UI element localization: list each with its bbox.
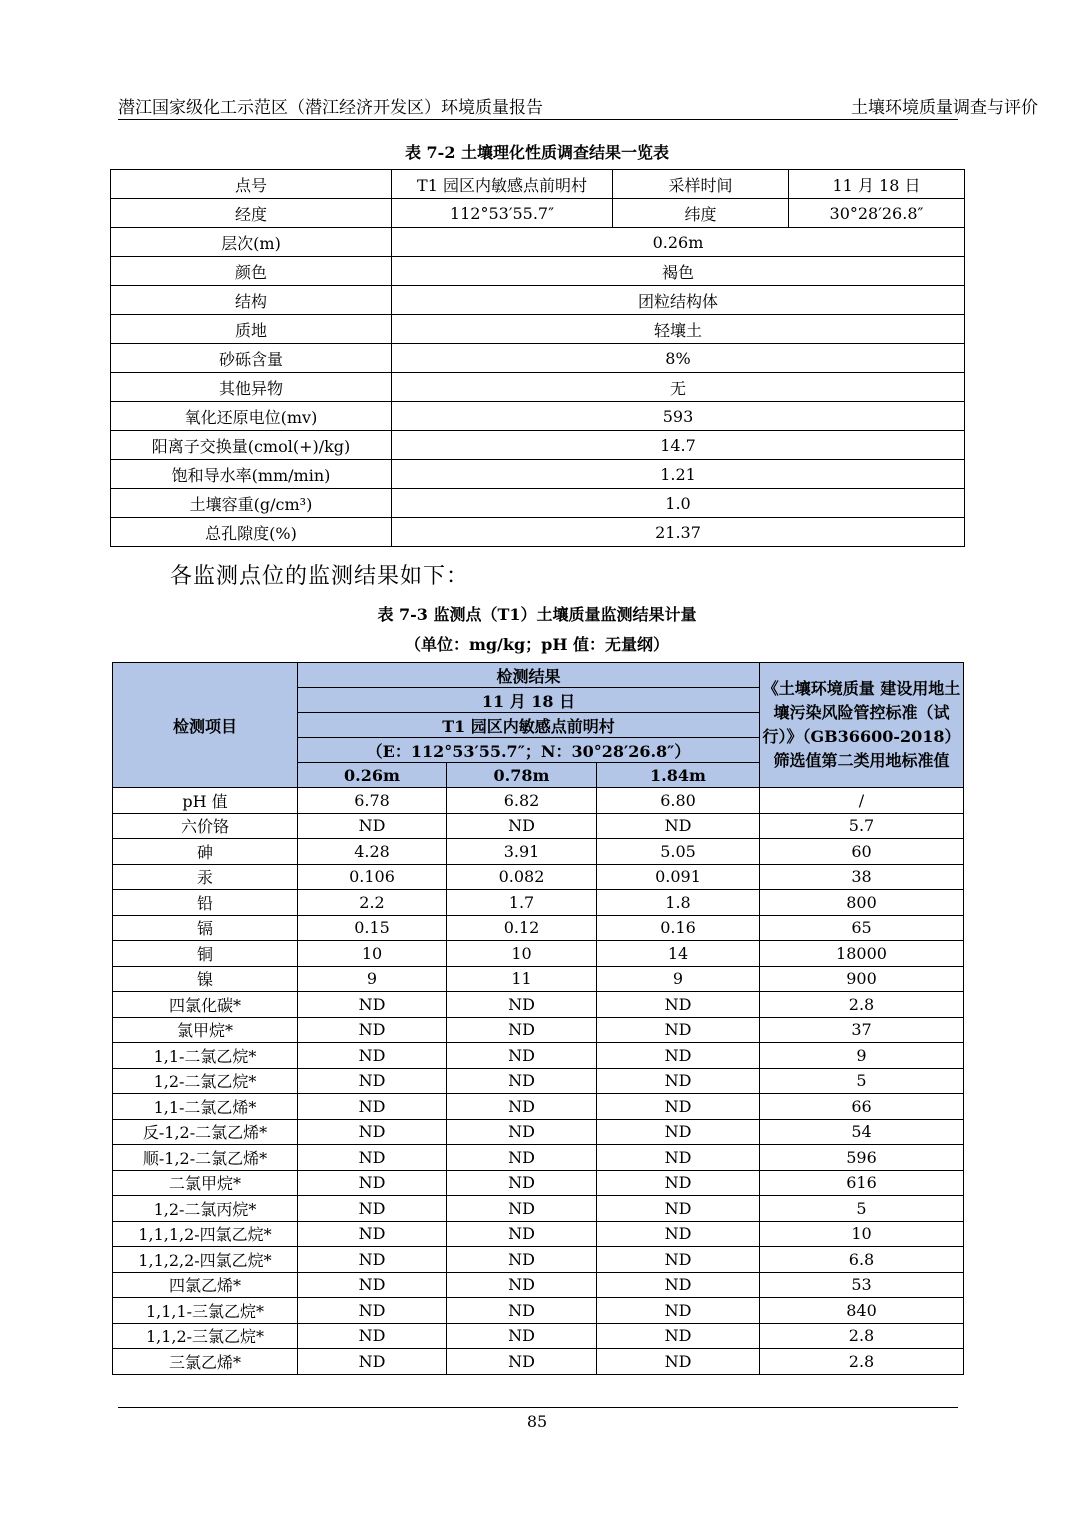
property-label: 总孔隙度(%) — [111, 518, 392, 547]
item-name: 1,1,2,2-四氯乙烷* — [113, 1247, 298, 1273]
result-1-84m: ND — [597, 1017, 760, 1043]
result-0-26m: ND — [298, 1247, 447, 1273]
lon-label: 经度 — [111, 199, 392, 228]
result-0-78m: 0.12 — [447, 915, 597, 941]
result-0-78m: ND — [447, 1323, 597, 1349]
result-0-26m: ND — [298, 813, 447, 839]
result-1-84m: 0.091 — [597, 864, 760, 890]
table-row — [113, 1170, 964, 1196]
result-0-78m: ND — [447, 1349, 597, 1375]
table-row — [113, 1349, 964, 1375]
table-row — [111, 344, 965, 373]
result-header: 检测结果 — [298, 663, 760, 688]
item-name: 汞 — [113, 864, 298, 890]
standard-value: 616 — [760, 1170, 964, 1196]
property-value: 1.0 — [392, 489, 965, 518]
result-1-84m: ND — [597, 1119, 760, 1145]
result-0-78m: ND — [447, 1298, 597, 1324]
standard-value: 9 — [760, 1043, 964, 1069]
property-label: 阳离子交换量(cmol(+)/kg) — [111, 431, 392, 460]
result-1-84m: ND — [597, 1068, 760, 1094]
item-name: 砷 — [113, 839, 298, 865]
result-0-78m: 1.7 — [447, 890, 597, 916]
result-0-26m: 4.28 — [298, 839, 447, 865]
result-0-26m: 6.78 — [298, 788, 447, 814]
standard-value: 38 — [760, 864, 964, 890]
result-0-26m: ND — [298, 1272, 447, 1298]
result-0-78m: 6.82 — [447, 788, 597, 814]
soil-property-table — [110, 169, 965, 547]
depth-header: 1.84m — [597, 763, 760, 788]
result-0-26m: ND — [298, 1068, 447, 1094]
result-0-78m: 0.082 — [447, 864, 597, 890]
item-name: 1,1,1-三氯乙烷* — [113, 1298, 298, 1324]
result-0-78m: ND — [447, 1170, 597, 1196]
result-0-78m: ND — [447, 1068, 597, 1094]
item-name: pH 值 — [113, 788, 298, 814]
item-name: 四氯乙烯* — [113, 1272, 298, 1298]
table-row — [113, 1094, 964, 1120]
item-name: 四氯化碳* — [113, 992, 298, 1018]
standard-value: 53 — [760, 1272, 964, 1298]
item-name: 二氯甲烷* — [113, 1170, 298, 1196]
result-0-26m: 10 — [298, 941, 447, 967]
property-label: 氧化还原电位(mv) — [111, 402, 392, 431]
property-label: 土壤容重(g/cm³) — [111, 489, 392, 518]
table-row — [113, 890, 964, 916]
property-label: 结构 — [111, 286, 392, 315]
table-row — [113, 1247, 964, 1273]
result-1-84m: ND — [597, 1145, 760, 1171]
table-row — [111, 228, 965, 257]
table-row — [113, 1221, 964, 1247]
item-name: 1,2-二氯丙烷* — [113, 1196, 298, 1222]
standard-value: 10 — [760, 1221, 964, 1247]
result-1-84m: ND — [597, 1349, 760, 1375]
result-0-78m: ND — [447, 813, 597, 839]
point-value: T1 园区内敏感点前明村 — [392, 170, 613, 199]
property-value: 褐色 — [392, 257, 965, 286]
date-header: 11 月 18 日 — [298, 688, 760, 713]
item-name: 三氯乙烯* — [113, 1349, 298, 1375]
depth-header: 0.26m — [298, 763, 447, 788]
result-0-26m: ND — [298, 1221, 447, 1247]
lat-label: 纬度 — [613, 199, 789, 228]
table-row — [113, 1068, 964, 1094]
depth-header: 0.78m — [447, 763, 597, 788]
result-1-84m: ND — [597, 1247, 760, 1273]
standard-value: 18000 — [760, 941, 964, 967]
standard-value: 6.8 — [760, 1247, 964, 1273]
table-row — [111, 518, 965, 547]
property-value: 14.7 — [392, 431, 965, 460]
table-row — [113, 839, 964, 865]
result-1-84m: 1.8 — [597, 890, 760, 916]
result-0-26m: ND — [298, 1170, 447, 1196]
result-0-78m: ND — [447, 1119, 597, 1145]
table-row — [113, 1323, 964, 1349]
result-0-26m: ND — [298, 1094, 447, 1120]
standard-value: 54 — [760, 1119, 964, 1145]
property-value: 593 — [392, 402, 965, 431]
table-row — [111, 489, 965, 518]
result-0-26m: 9 — [298, 966, 447, 992]
item-name: 反-1,2-二氯乙烯* — [113, 1119, 298, 1145]
standard-value: 800 — [760, 890, 964, 916]
soil-monitoring-table — [112, 662, 964, 1375]
header-divider — [118, 119, 958, 120]
property-value: 0.26m — [392, 228, 965, 257]
result-1-84m: ND — [597, 1094, 760, 1120]
standard-value: 60 — [760, 839, 964, 865]
lat-value: 30°28′26.8″ — [789, 199, 965, 228]
item-name: 1,1,2-三氯乙烷* — [113, 1323, 298, 1349]
item-name: 镉 — [113, 915, 298, 941]
standard-value: 5 — [760, 1196, 964, 1222]
result-1-84m: ND — [597, 1272, 760, 1298]
result-0-78m: ND — [447, 1017, 597, 1043]
result-0-78m: 10 — [447, 941, 597, 967]
result-0-78m: ND — [447, 1196, 597, 1222]
result-0-78m: ND — [447, 1094, 597, 1120]
result-0-26m: ND — [298, 1349, 447, 1375]
table-row — [111, 257, 965, 286]
property-label: 层次(m) — [111, 228, 392, 257]
time-value: 11 月 18 日 — [789, 170, 965, 199]
table-row — [111, 431, 965, 460]
result-0-78m: ND — [447, 1145, 597, 1171]
item-name: 1,1-二氯乙烯* — [113, 1094, 298, 1120]
standard-value: 2.8 — [760, 1323, 964, 1349]
standard-header: 《土壤环境质量 建设用地土壤污染风险管控标准（试行）》（GB36600-2018）筛选值第二类用地标准值 — [760, 663, 964, 788]
table-row — [113, 1017, 964, 1043]
result-0-78m: ND — [447, 992, 597, 1018]
standard-value: 2.8 — [760, 992, 964, 1018]
result-1-84m: ND — [597, 1298, 760, 1324]
property-value: 无 — [392, 373, 965, 402]
property-value: 8% — [392, 344, 965, 373]
table-row — [111, 286, 965, 315]
result-1-84m: 5.05 — [597, 839, 760, 865]
property-value: 21.37 — [392, 518, 965, 547]
item-name: 1,1,1,2-四氯乙烷* — [113, 1221, 298, 1247]
table-row — [111, 373, 965, 402]
property-value: 1.21 — [392, 460, 965, 489]
standard-value: 65 — [760, 915, 964, 941]
result-0-78m: ND — [447, 1272, 597, 1298]
table-row — [113, 864, 964, 890]
standard-value: / — [760, 788, 964, 814]
property-label: 颜色 — [111, 257, 392, 286]
item-name: 铅 — [113, 890, 298, 916]
result-1-84m: ND — [597, 1196, 760, 1222]
item-name: 镍 — [113, 966, 298, 992]
lead-text: 各监测点位的监测结果如下： — [170, 564, 470, 589]
result-0-78m: ND — [447, 1247, 597, 1273]
table-row — [113, 915, 964, 941]
item-name: 1,2-二氯乙烷* — [113, 1068, 298, 1094]
standard-value: 5.7 — [760, 813, 964, 839]
coord-header: （E：112°53′55.7″；N：30°28′26.8″） — [298, 738, 760, 763]
result-1-84m: ND — [597, 1170, 760, 1196]
result-0-78m: 11 — [447, 966, 597, 992]
result-0-26m: ND — [298, 992, 447, 1018]
section-title: 土壤环境质量调查与评价 — [851, 98, 1038, 118]
item-name: 1,1-二氯乙烷* — [113, 1043, 298, 1069]
result-1-84m: ND — [597, 1043, 760, 1069]
report-title: 潜江国家级化工示范区（潜江经济开发区）环境质量报告 — [118, 98, 543, 118]
table-row — [113, 941, 964, 967]
table-row — [111, 402, 965, 431]
item-name: 顺-1,2-二氯乙烯* — [113, 1145, 298, 1171]
table-row — [113, 1298, 964, 1324]
footer-divider — [118, 1407, 958, 1408]
point-label: 点号 — [111, 170, 392, 199]
result-1-84m: 14 — [597, 941, 760, 967]
result-1-84m: ND — [597, 992, 760, 1018]
standard-value: 2.8 — [760, 1349, 964, 1375]
property-label: 其他异物 — [111, 373, 392, 402]
result-0-26m: 0.106 — [298, 864, 447, 890]
table-row — [113, 1145, 964, 1171]
lon-value: 112°53′55.7″ — [392, 199, 613, 228]
result-0-26m: ND — [298, 1323, 447, 1349]
table73-caption: 表 7-3 监测点（T1）土壤质量监测结果计量 — [377, 605, 697, 624]
table-row — [113, 813, 964, 839]
property-label: 砂砾含量 — [111, 344, 392, 373]
result-1-84m: 9 — [597, 966, 760, 992]
standard-value: 900 — [760, 966, 964, 992]
standard-value: 66 — [760, 1094, 964, 1120]
property-label: 质地 — [111, 315, 392, 344]
result-0-78m: ND — [447, 1043, 597, 1069]
property-value: 团粒结构体 — [392, 286, 965, 315]
table-row — [111, 170, 965, 199]
result-1-84m: ND — [597, 1323, 760, 1349]
table-row — [111, 199, 965, 228]
result-0-78m: ND — [447, 1221, 597, 1247]
table-row — [113, 1196, 964, 1222]
result-0-26m: ND — [298, 1145, 447, 1171]
result-0-26m: 0.15 — [298, 915, 447, 941]
result-1-84m: 6.80 — [597, 788, 760, 814]
time-label: 采样时间 — [613, 170, 789, 199]
table-row — [111, 460, 965, 489]
table-row — [113, 992, 964, 1018]
result-0-26m: ND — [298, 1043, 447, 1069]
site-header: T1 园区内敏感点前明村 — [298, 713, 760, 738]
standard-value: 596 — [760, 1145, 964, 1171]
page-number: 85 — [526, 1412, 548, 1431]
property-label: 饱和导水率(mm/min) — [111, 460, 392, 489]
result-0-26m: ND — [298, 1298, 447, 1324]
result-0-78m: 3.91 — [447, 839, 597, 865]
table-row — [113, 1043, 964, 1069]
item-header: 检测项目 — [113, 663, 298, 788]
result-1-84m: 0.16 — [597, 915, 760, 941]
standard-value: 37 — [760, 1017, 964, 1043]
table-row — [113, 788, 964, 814]
result-0-26m: ND — [298, 1017, 447, 1043]
result-0-26m: 2.2 — [298, 890, 447, 916]
standard-value: 840 — [760, 1298, 964, 1324]
result-0-26m: ND — [298, 1119, 447, 1145]
table-row — [111, 315, 965, 344]
result-1-84m: ND — [597, 1221, 760, 1247]
item-name: 氯甲烷* — [113, 1017, 298, 1043]
result-1-84m: ND — [597, 813, 760, 839]
standard-value: 5 — [760, 1068, 964, 1094]
table-row — [113, 966, 964, 992]
table-row — [113, 1272, 964, 1298]
table73-subcaption: （单位：mg/kg；pH 值：无量纲） — [404, 635, 670, 654]
item-name: 铜 — [113, 941, 298, 967]
result-0-26m: ND — [298, 1196, 447, 1222]
item-name: 六价铬 — [113, 813, 298, 839]
property-value: 轻壤土 — [392, 315, 965, 344]
table-row — [113, 1119, 964, 1145]
table72-caption: 表 7-2 土壤理化性质调查结果一览表 — [404, 143, 670, 162]
